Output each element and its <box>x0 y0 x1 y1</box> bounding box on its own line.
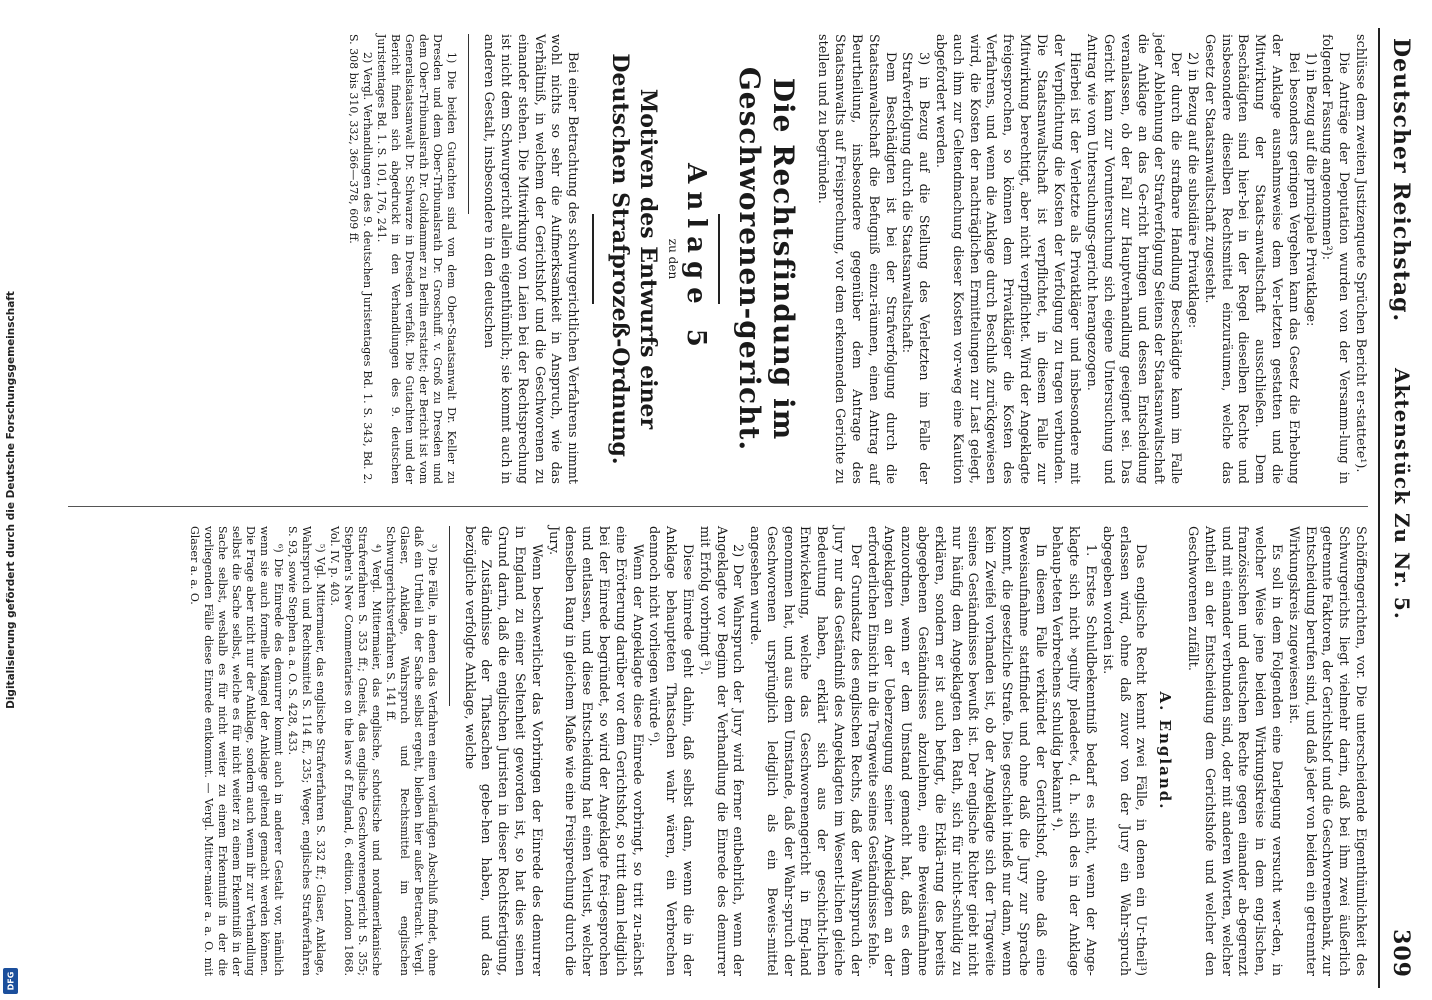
annex-subtitle: Motiven des Entwurfs einer Deutschen Strafprozeß-Ordnung. <box>607 53 662 465</box>
paragraph: Dem Beschädigten ist bei der Strafverfolgung durch die Staatsanwaltschaft die Befugniß einzu-räumen, einen Antrag auf Beurtheilung, insbesondere gegenüber dem Antrage des Staatsanwalts auf Freisprechung, vor dem erkennenden Gerichte zu stellen und zu begründen. <box>815 34 898 484</box>
paragraph: Wenn beschwerlicher das Vorbringen der Einrede des demurrer in England zu einer Seltenheit geworden ist, so hat dies seinen Grund darin, daß die englischen Juristen in dieser Rechtsfertigung, die Zuständnisse der Thatsachen gebe-hen haben, und das bezügliche verfolgte Anklage, welche <box>461 526 544 976</box>
paragraph: 1. Erstes Schuldbekenntniß bedarf es nicht, wenn der Ange-klagte sich nicht »guilty pleadeet«, d. h. sich des in der Anklage behaup-teten Verbrechens schuldig bekannt ⁴). <box>1049 526 1099 976</box>
title-rule <box>592 214 594 304</box>
annex-label: Anlage 5 <box>680 163 711 355</box>
right-column <box>187 526 1368 976</box>
paragraph: In diesem Falle verkündet der Gerichtshof, ohne daß eine Beweisaufnahme stattfindet und ohne daß die Jury zur Sprache kommt, die gesetzliche Strafe. Dies geschieht indeß nur dann, wenn kein Zweifel vorhanden ist, ob der Angeklagte sich der Tragweite seines Geständnisses bewußt ist. Der englische Richter giebt nicht nur häufig dem Angeklagten den Rath, sich für nicht-schuldig zu erklären, sondern er ist auch befugt, die Erklä-rung des bereits abgegebenen Geständnisses abzulehnen, eine Beweisaufnahme anzuordnen, wenn er dem Umstand gemacht hat, daß es dem Angeklagten an der Ueberzeugung seiner Angeklagten an der erforderlichen Einsicht in die Tragweite seines Geständnisses fehle. <box>864 526 1048 976</box>
margin-strip <box>0 0 22 1000</box>
scanned-page-area <box>50 28 1420 988</box>
article-title: Die Rechtsfindung im Geschworenen-gericht. <box>732 66 800 452</box>
list-item-heading: 3) in Bezug auf die Stellung des Verletzten im Falle der Strafverfolgung durch die Staatsanwaltschaft: <box>899 52 932 484</box>
newspaper-page <box>50 28 1420 988</box>
digitization-note: Digitalisierung gefördert durch die Deutsche Forschungsgemeinschaft <box>5 291 17 709</box>
paragraph: Schöffengerichten, vor. Die unterscheidende Eigenthümlichkeit des Schwurgerichts liegt vielmehr darin, daß bei ihm zwei äußerlich getrennte Faktoren, der Gerichtshof und die Geschworenenbank, zur Entscheidung berufen sind, und daß jeder von beiden ein getrennter Wirkungskreis zugewiesen ist. <box>1285 526 1368 976</box>
paragraph: Bei einer Betrachtung des schwurgerichtlichen Verfahrens nimmt wohl nichts so sehr die Aufmerksamkeit in Anspruch, wie das Verhältniß, in welchem der Gerichtshof und die Geschworenen zu einander stehen. Die Mitwirkung von Laien bei der Rechtsprechung ist nicht dem Schwurgericht allein eigenthümlich; sie kommt auch in anderen Gestalt, insbesondere in den deutschen <box>481 34 581 484</box>
intro-text: schlüsse dem zweiten Justizenquete Sprüchen Bericht er-stattete¹). <box>1353 34 1368 473</box>
paragraph: Der durch die strafbare Handlung Beschädigte kann im Falle jeder Ablehnung der Strafverfolgung Seitens der Staatsanwaltschaft die Anklage an das Ge-richt bringen und dessen Entscheidung veranlassen, ob der Fall zur Hauptverhandlung geeignet sei. Das Gericht kann zur Voruntersuchung sich eigene Untersuchung und Antrag wie vom Untersuchungs-gericht herangezogen. <box>1084 34 1184 484</box>
paragraph: 2) Der Wahrspruch der Jury wird ferner entbehrlich, wenn der Angeklagte vor Beginn der Verhandlung die Einrede des demurrer mit Erfolg vorbringt ⁵). <box>696 526 746 976</box>
paragraph: Es soll in dem Folgenden eine Darlegung versucht wer-den, in welcher Weise jene beiden Wirkungskreise in dem eng-lischen, französischen und deutschen Rechte gegen einander ab-gegrenzt und mit einander verbunden sind, oder mit anderen Worten, welcher Antheil an der Entscheidung dem Gerichtshofe und welcher den Geschworenen zufällt. <box>1185 526 1285 976</box>
paragraph: Diese Einrede geht dahin, daß selbst dann, wenn die in der Anklage behaupteten Thatsachen wahr wären, ein Verbrechen dennoch nicht vorliegen würde ⁶). <box>646 526 695 976</box>
header-document-ref: Aktenstück Zu Nr. 5. <box>1390 368 1414 620</box>
footnotes <box>346 34 458 484</box>
paragraph: Das englische Recht kennt zwei Fälle, in denen ein Ur-theil³) erlassen wird, ohne daß zuvor von der Jury ein Wahr-spruch abgegeben worden ist. <box>1099 526 1149 976</box>
annex-connector: zu den <box>665 238 680 280</box>
footnote: 1) Die beiden Gutachten sind von dem Ober-Staatsanwalt Dr. Keller zu Dresden und dem Ober-Tribunalsrath Dr. Groschuff. v. Groß zu Dresden und dem Ober-Tribunalsrath Dr. Goltdammer zu Berlin erstattet; der Bericht ist vom Generalstaatsanwalt Dr. Schwarze in Dresden verfaßt. Die Gutachten und der Bericht finden sich abgedruckt in den Verhandlungen des 9. deutschen Juristentages Bd. 1. S. 101, 176, 241. <box>375 34 459 484</box>
section-heading: A. England. <box>1156 691 1175 811</box>
footnotes <box>187 526 439 976</box>
paragraph: Bei besonders geringen Vergehen kann das Gesetz die Erhebung der Anklage ausnahmsweise dem Ver-letzten gestatten und die Mitwirkung der Staats-anwaltschaft ausschließen. Dem Beschädigten sind hier-bei in der Regel dieselben Rechte und insbesondere dieselben Rechtsmittel einzuräumen, welche das Gesetz der Staatsanwaltschaft zugesteht. <box>1201 34 1301 484</box>
paragraph: Wenn der Angeklagte diese Einrede vorbringt, so tritt zu-nächst eine Erörterung darüber vor dem Gerichtshof, so tritt dann lediglich bei der Einrede begründet, so wird der Angeklagte frei-gesprochen und entlassen, und diese Entscheidung hat einen Verlust, welcher denselben Rang in gleichem Maße wie eine Freisprechung durch die Jury. <box>545 526 645 976</box>
paragraph: Die Anträge der Deputation wurden von der Versamm-lung in folgender Fassung angenommen²): <box>1319 34 1352 484</box>
list-item-heading: 1) in Bezug auf die principale Privatklage: <box>1302 52 1318 327</box>
page-header <box>1378 28 1420 988</box>
list-item-heading: 2) in Bezug auf die subsidiäre Privatklage: <box>1185 52 1201 329</box>
dfg-logo-text: DFG <box>6 971 15 991</box>
footnote: ⁶) Die Einrede des demurrer kommt auch in anderer Gestalt vor, nämlich wenn sie auch formelle Mängel der Anklage geltend gemacht werden können. Die Frage aber nicht nur der Anklage, sondern auch wenn ihr zur Verhandlung selbst die Sache selbst, welche es für nicht weiter zu einem Erkenntniß in der Sache selbst, weshalb es für nicht weiter zu einem Erkenntniß in der die vorliegenden Fälle diese Einrede entkommt. — Vergl. Mitter-maier a. a. O. mit Glaser a. a. O. <box>187 526 285 976</box>
dfg-logo-icon <box>3 968 18 994</box>
header-publication: Deutscher Reichstag. <box>1388 38 1414 323</box>
footnote: 2) Vergl. Verhandlungen des 9. deutschen Juristentages Bd. 1. S. 343, Bd. 2. S. 308 bis 310, 332, 366—378, 609 ff. <box>347 34 375 484</box>
paragraph: Der Grundsatz des englischen Rechts, daß der Wahrspruch der Jury nur das Geständniß des Angeklagten im Wesent-lichen gleiche Bedeutung haben, erklärt sich aus der geschicht-lichen Entwickelung, welche das Geschworenengericht in Eng-land genommen hat, und aus dem Umstande, daß der Wahr-spruch der Geschworenen ursprünglich lediglich als ein Beweis-mittel angesehen wurde. <box>747 526 863 976</box>
footnote-rule <box>449 526 450 706</box>
page-number: 309 <box>1388 929 1414 978</box>
paragraph: Hierbei ist der Verletzte als Privatkläger und insbesondere mit der Verpflichtung die Kosten der Verfolgung zu tragen verbunden. Die Staatsanwaltschaft ist verpflichtet, in diesem Falle zur Mitwirkung berechtigt, aber nicht verpflichtet. Wird der Angeklagte freigesprochen, so können dem Privatkläger die Kosten des Verfahrens, und wenn die Anklage durch Beschluß zurückgewiesen wird, die Kosten der nachträglichen Ermittelungen zur Last gelegt, auch ihm zur Geltendmachung dieser Kosten vor-weg eine Kaution abgefordert werden. <box>933 34 1083 484</box>
article-title-block <box>592 34 800 484</box>
left-column <box>346 34 1368 484</box>
footnote: ⁴) Vergl. Mittermaier, das englische, schottische und nordamerikanische Strafverfahren S. 353 ff.; Gneist, das englische Geschworenengericht S. 355; Stephen's New Commentaries on the laws of England, 6. edition. London 1868. Vol. IV. p. 403. <box>327 526 383 976</box>
footnote-rule <box>468 34 469 214</box>
title-rule <box>718 214 720 304</box>
footnote: ³) Die Fälle, in denen das Verfahren einen vorläufigen Abschluß findet, ohne daß ein Urtheil in der Sache selbst ergeht, bleiben hier außer Betracht. Vergl. Glaser, Anklage, Wahrspruch und Rechtsmittel im englischen Schwurgerichtsverfahren S. 141 ff. <box>383 526 439 976</box>
column-divider <box>68 506 1368 507</box>
footnote: ⁵) Vgl. Mittermaier, das englische Strafverfahren S. 332 ff.; Glaser, Anklage, Wahrspruch und Rechtsmittel S. 114 ff., 235; Weger, englisches Strafverfahren S. 93, sowie Stephen a. a. O. S. 428, 433. <box>285 526 327 976</box>
